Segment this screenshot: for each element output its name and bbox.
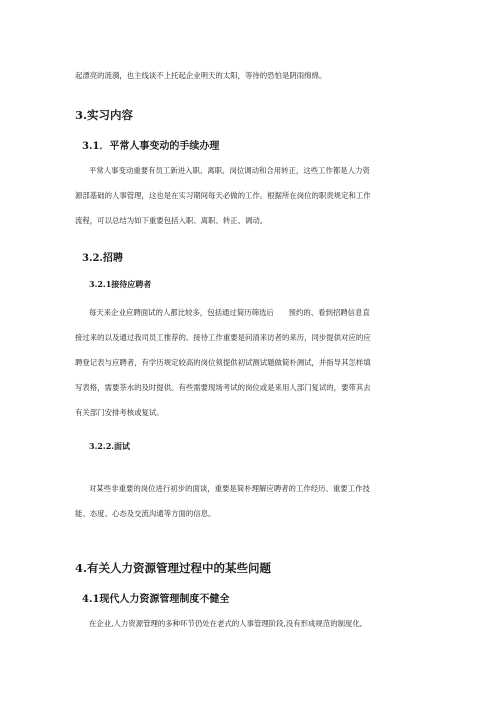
text-line: 对某些非重要的岗位进行初步的面谈，重要是简朴理解应聘者的工作经历、重要工作技 (89, 484, 370, 493)
section-heading-4: 4.有关人力资源管理过程中的某些问题 (75, 561, 272, 575)
subsubsection-heading-3-2-2: 3.2.2.面试 (89, 441, 131, 451)
subsection-heading-3-2: 3.2.招聘 (82, 253, 123, 264)
text-line: 聘登记表与应聘者，有学历规定较高的岗位须提供初试测试题做简朴测试，并指导其怎样填 (75, 358, 371, 367)
text-line: 能、态度、心态及交流沟通等方面的信息。 (75, 509, 216, 518)
text-line: 平常人事变动重要有员工新进入职、离职、岗位调动和合用转正，这些工作都是人力资 (89, 166, 370, 175)
text-line: 源部基础的人事管理，这也是在实习期间每天必做的工作。根据所在岗位的职责规定和工作 (75, 191, 371, 200)
paragraph-3-2-1 (75, 300, 425, 425)
paragraph-3-1 (75, 158, 425, 233)
text-line: 在企业,人力资源管理的多种环节仍处在老式的人事管理阶段,没有形成规范的制度化, (89, 619, 363, 628)
subsection-heading-3-1: 3.1．平常人事变动的手续办理 (82, 141, 220, 152)
subsection-heading-4-1: 4.1现代人力资源管理制度不健全 (82, 594, 230, 605)
paragraph-3-2-2 (75, 476, 425, 526)
text-line: 有关部门安排考核或复试。 (75, 408, 164, 417)
text-line: 每天来企业应聘面试的人都比较多，包括通过简历筛选后 预约的、看到招聘信息直 (89, 308, 370, 317)
text-line: 接过来的以及通过我司员工推荐的。接待工作重要是问清来访者的来历，同步提供对应的应 (75, 333, 371, 342)
text-line: 写表格，需要茶水的及时提供。有些需要现场考试的岗位或是来用人部门复试的，要带其去 (75, 383, 371, 392)
section-heading-3: 3.实习内容 (75, 108, 134, 122)
paragraph-4-1 (75, 611, 425, 636)
subsubsection-heading-3-2-1: 3.2.1接待应聘者 (89, 279, 152, 289)
paragraph-continuation (75, 63, 425, 88)
text-line: 起漂亮的涟漪，也主线谈不上托起企业明天的太阳，等待的恐怕是阴雨绵绵。 (75, 71, 327, 80)
text-line: 流程，可以总结为如下重要包括入职、离职、转正、调动。 (75, 216, 268, 225)
